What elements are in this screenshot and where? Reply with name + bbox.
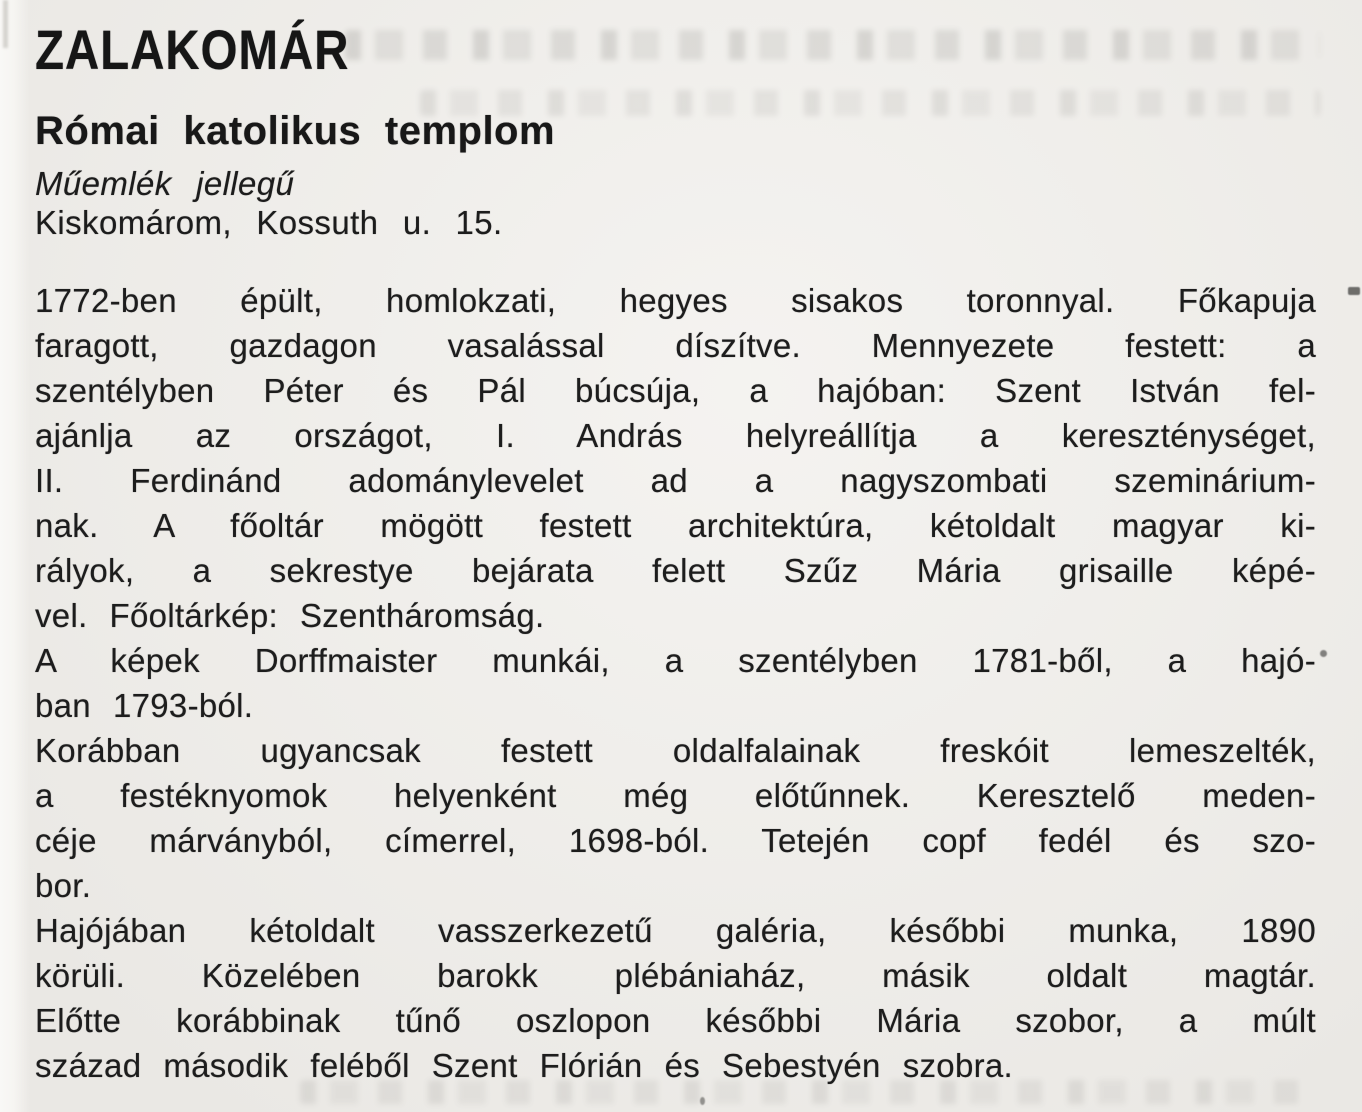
page-content — [35, 0, 1316, 1088]
body-text — [35, 278, 1316, 1088]
body-line: körüli. Közelében barokk plébániaház, másik oldalt magtár. — [35, 957, 1316, 994]
body-line: bor. — [35, 867, 92, 904]
scan-streak-artifact — [3, 0, 8, 48]
ink-speck-artifact — [1348, 287, 1360, 295]
body-line: vel. Főoltárkép: Szentháromság. — [35, 597, 545, 634]
ink-speck-artifact — [700, 1097, 705, 1105]
body-line: Hajójában kétoldalt vasszerkezetű galéria, későbbi munka, 1890 — [35, 912, 1316, 949]
body-line: rályok, a sekrestye bejárata felett Szűz Mária grisaille képé- — [35, 552, 1316, 589]
body-line: céje márványból, címerrel, 1698-ból. Tetején copf fedél és szo- — [35, 822, 1316, 859]
ink-speck-artifact — [1320, 650, 1327, 657]
monument-address: Kiskomárom, Kossuth u. 15. — [35, 204, 503, 241]
page-left-edge — [0, 0, 30, 1112]
body-line: 1772-ben épült, homlokzati, hegyes sisakos toronnyal. Főkapuja — [35, 282, 1316, 319]
monument-designation: Műemlék jellegű — [35, 165, 295, 202]
body-line: II. Ferdinánd adománylevelet ad a nagyszombati szeminárium- — [35, 462, 1316, 499]
body-line: ban 1793-ból. — [35, 687, 254, 724]
body-line: A képek Dorffmaister munkái, a szentélyben 1781-ből, a hajó- — [35, 642, 1316, 679]
body-line: szentélyben Péter és Pál búcsúja, a hajóban: Szent István fel- — [35, 372, 1316, 409]
body-line: Előtte korábbinak tűnő oszlopon későbbi Mária szobor, a múlt — [35, 1002, 1316, 1039]
body-line: Korábban ugyancsak festett oldalfalainak freskóit lemeszelték, — [35, 732, 1316, 769]
body-line: ajánlja az országot, I. András helyreállítja a kereszténységet, — [35, 417, 1316, 454]
body-line: a festéknyomok helyenként még előtűnnek. Keresztelő meden- — [35, 777, 1316, 814]
body-line: nak. A főoltár mögött festett architektúra, kétoldalt magyar ki- — [35, 507, 1316, 544]
body-line: század második feléből Szent Flórián és Sebestyén szobra. — [35, 1047, 1014, 1084]
body-line: faragott, gazdagon vasalással díszítve. Mennyezete festett: a — [35, 327, 1316, 364]
place-name-heading: ZALAKOMÁR — [35, 18, 350, 81]
monument-name-heading: Római katolikus templom — [35, 109, 556, 153]
